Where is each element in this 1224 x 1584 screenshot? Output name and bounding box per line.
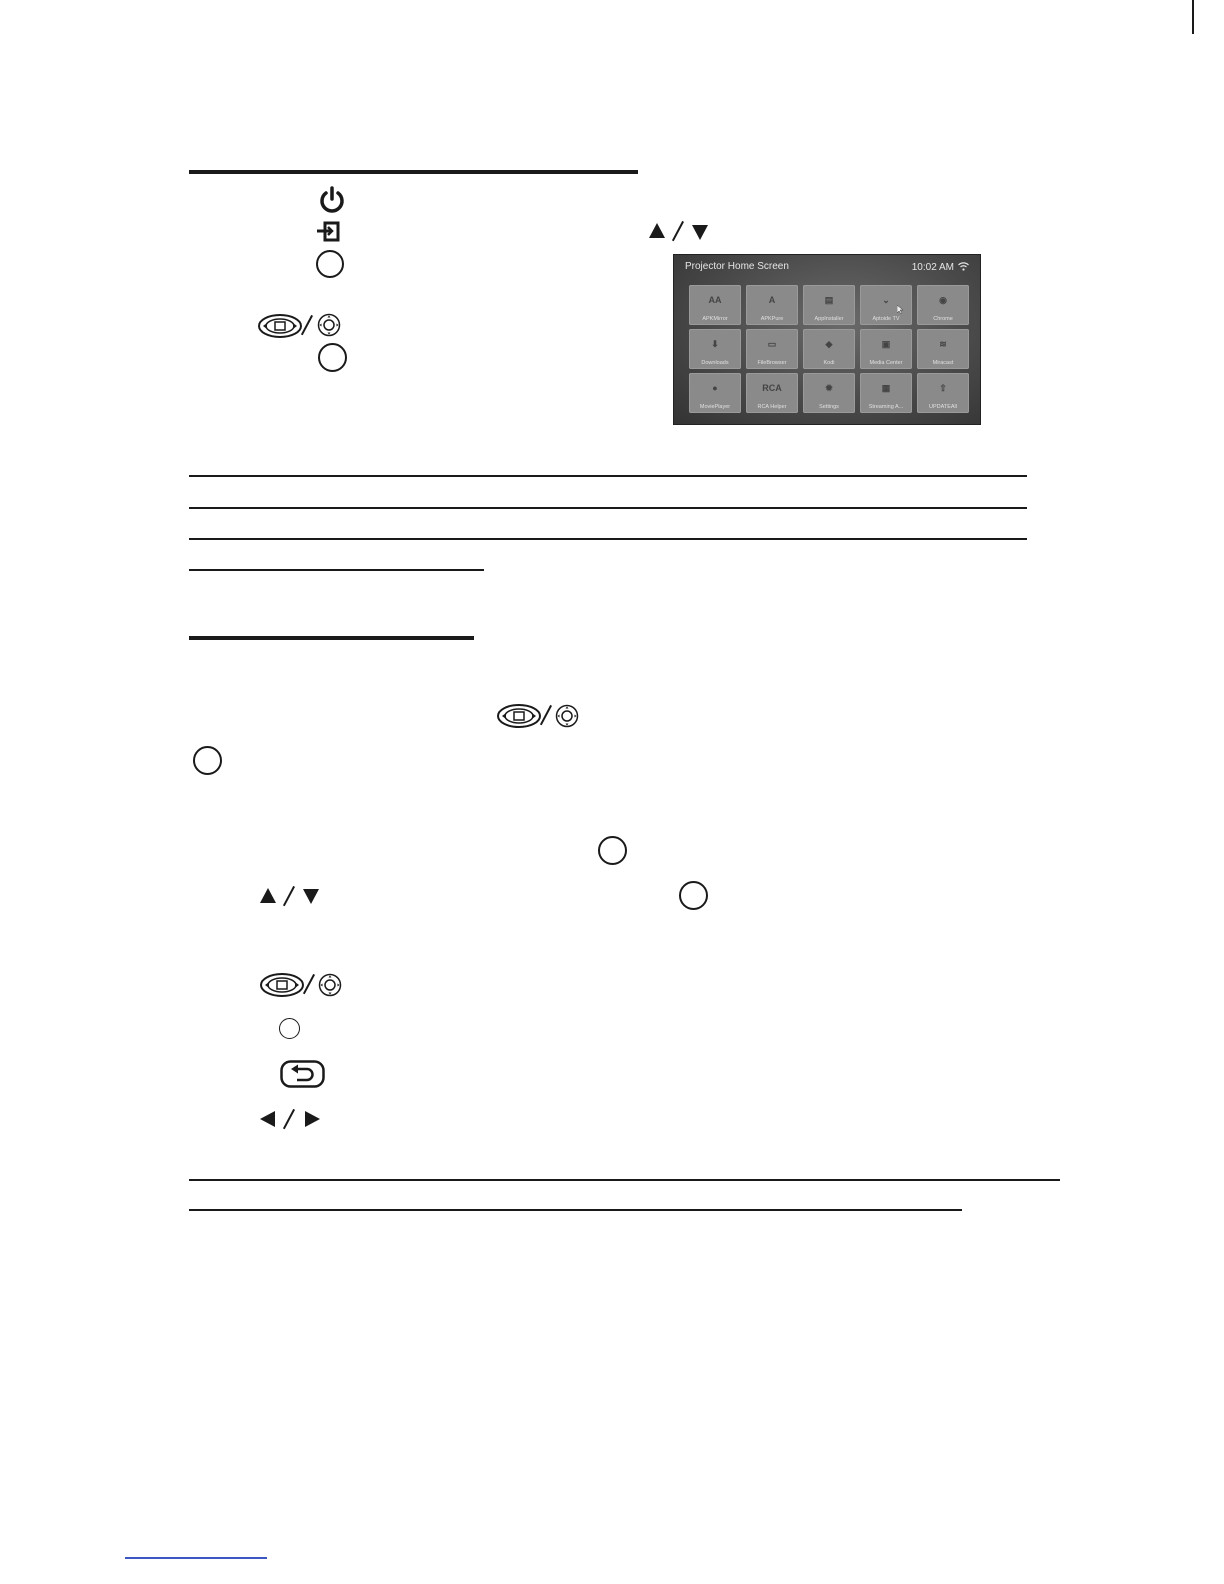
app-label: AppInstaller bbox=[814, 316, 844, 322]
wifi-cast-icon: ≋ bbox=[939, 338, 947, 349]
screen-title: Projector Home Screen bbox=[685, 261, 789, 272]
app-label: APKMirror bbox=[702, 316, 728, 322]
app-label: APKPure bbox=[760, 316, 784, 322]
back-button-icon bbox=[280, 1060, 325, 1088]
app-label: UPDATEAll bbox=[928, 404, 957, 410]
down-arrow-icon bbox=[303, 889, 319, 904]
rca-icon: RCA bbox=[762, 383, 782, 393]
button-circle-icon bbox=[193, 746, 222, 775]
table-rule bbox=[189, 475, 1027, 477]
ok-dpad-icon bbox=[555, 704, 579, 728]
table-rule bbox=[189, 569, 484, 571]
dpad-oval-icon bbox=[257, 313, 303, 339]
settings-gear-icon: ✹ bbox=[825, 382, 833, 393]
appinstaller-icon: ▤ bbox=[824, 294, 834, 305]
app-label: Streaming A... bbox=[868, 404, 904, 410]
up-arrow-icon bbox=[649, 223, 665, 238]
margin-line bbox=[1192, 0, 1194, 34]
aptoide-icon: ⌄ bbox=[882, 294, 890, 305]
app-label: Aptoide TV bbox=[872, 316, 900, 322]
left-arrow-icon bbox=[260, 1111, 275, 1127]
media-center-icon: ▣ bbox=[881, 338, 891, 349]
update-icon: ⇧ bbox=[939, 382, 947, 393]
chrome-icon: ◉ bbox=[939, 294, 947, 305]
app-label: Media Center bbox=[869, 360, 903, 366]
app-tile[interactable] bbox=[860, 373, 912, 413]
table-rule bbox=[189, 538, 1027, 540]
footer-link-underline[interactable] bbox=[125, 1557, 267, 1559]
app-tile[interactable] bbox=[917, 373, 969, 413]
button-circle-icon bbox=[598, 836, 627, 865]
apkpure-icon: A bbox=[768, 295, 776, 305]
downloads-icon: ⬇ bbox=[711, 338, 719, 349]
app-grid bbox=[689, 285, 969, 413]
app-label: RCA Helper bbox=[757, 404, 787, 410]
folder-icon: ▭ bbox=[767, 338, 777, 349]
cursor-icon bbox=[897, 305, 904, 314]
app-label: Downloads bbox=[701, 360, 729, 366]
slash-divider bbox=[283, 886, 295, 906]
button-circle-icon bbox=[679, 881, 708, 910]
app-tile[interactable] bbox=[746, 285, 798, 325]
table-rule bbox=[189, 507, 1027, 509]
app-tile[interactable] bbox=[803, 373, 855, 413]
button-circle-icon bbox=[318, 343, 347, 372]
app-tile[interactable] bbox=[803, 285, 855, 325]
apkmirror-icon: AA bbox=[708, 295, 722, 305]
projector-home-screen-image bbox=[673, 254, 981, 425]
app-tile[interactable] bbox=[917, 329, 969, 369]
ok-dpad-icon bbox=[317, 313, 341, 337]
app-label: Settings bbox=[819, 404, 839, 410]
table-rule bbox=[189, 1179, 1060, 1181]
wifi-icon bbox=[958, 262, 969, 271]
power-icon bbox=[318, 186, 346, 214]
app-tile[interactable] bbox=[746, 373, 798, 413]
dpad-oval-icon bbox=[496, 703, 542, 729]
slash-divider bbox=[283, 1109, 295, 1129]
up-arrow-icon bbox=[260, 888, 276, 903]
kodi-icon: ◆ bbox=[825, 338, 833, 349]
streaming-icon: ▦ bbox=[881, 382, 891, 393]
movieplayer-icon: ● bbox=[712, 383, 718, 393]
section-rule-top bbox=[189, 636, 474, 640]
app-tile[interactable] bbox=[860, 329, 912, 369]
app-tile[interactable] bbox=[689, 329, 741, 369]
screen-time: 10:02 AM bbox=[911, 262, 954, 273]
input-source-icon bbox=[316, 220, 342, 244]
app-tile[interactable] bbox=[689, 373, 741, 413]
app-tile[interactable] bbox=[860, 285, 912, 325]
app-tile[interactable] bbox=[689, 285, 741, 325]
slash-divider bbox=[672, 221, 684, 241]
app-label: Chrome bbox=[933, 316, 953, 322]
table-rule bbox=[189, 1209, 962, 1211]
app-label: Kodi bbox=[823, 360, 835, 366]
home-button-icon bbox=[316, 250, 344, 278]
app-label: FileBrowser bbox=[757, 360, 787, 366]
app-tile[interactable] bbox=[746, 329, 798, 369]
dpad-oval-icon bbox=[259, 972, 305, 998]
app-label: Miracast bbox=[932, 360, 954, 366]
button-circle-icon bbox=[279, 1018, 300, 1039]
app-tile[interactable] bbox=[803, 329, 855, 369]
app-label: MoviePlayer bbox=[699, 404, 731, 410]
app-tile[interactable] bbox=[917, 285, 969, 325]
right-arrow-icon bbox=[305, 1111, 320, 1127]
section-rule-top bbox=[189, 170, 638, 174]
down-arrow-icon bbox=[692, 225, 708, 240]
ok-dpad-icon bbox=[318, 973, 342, 997]
